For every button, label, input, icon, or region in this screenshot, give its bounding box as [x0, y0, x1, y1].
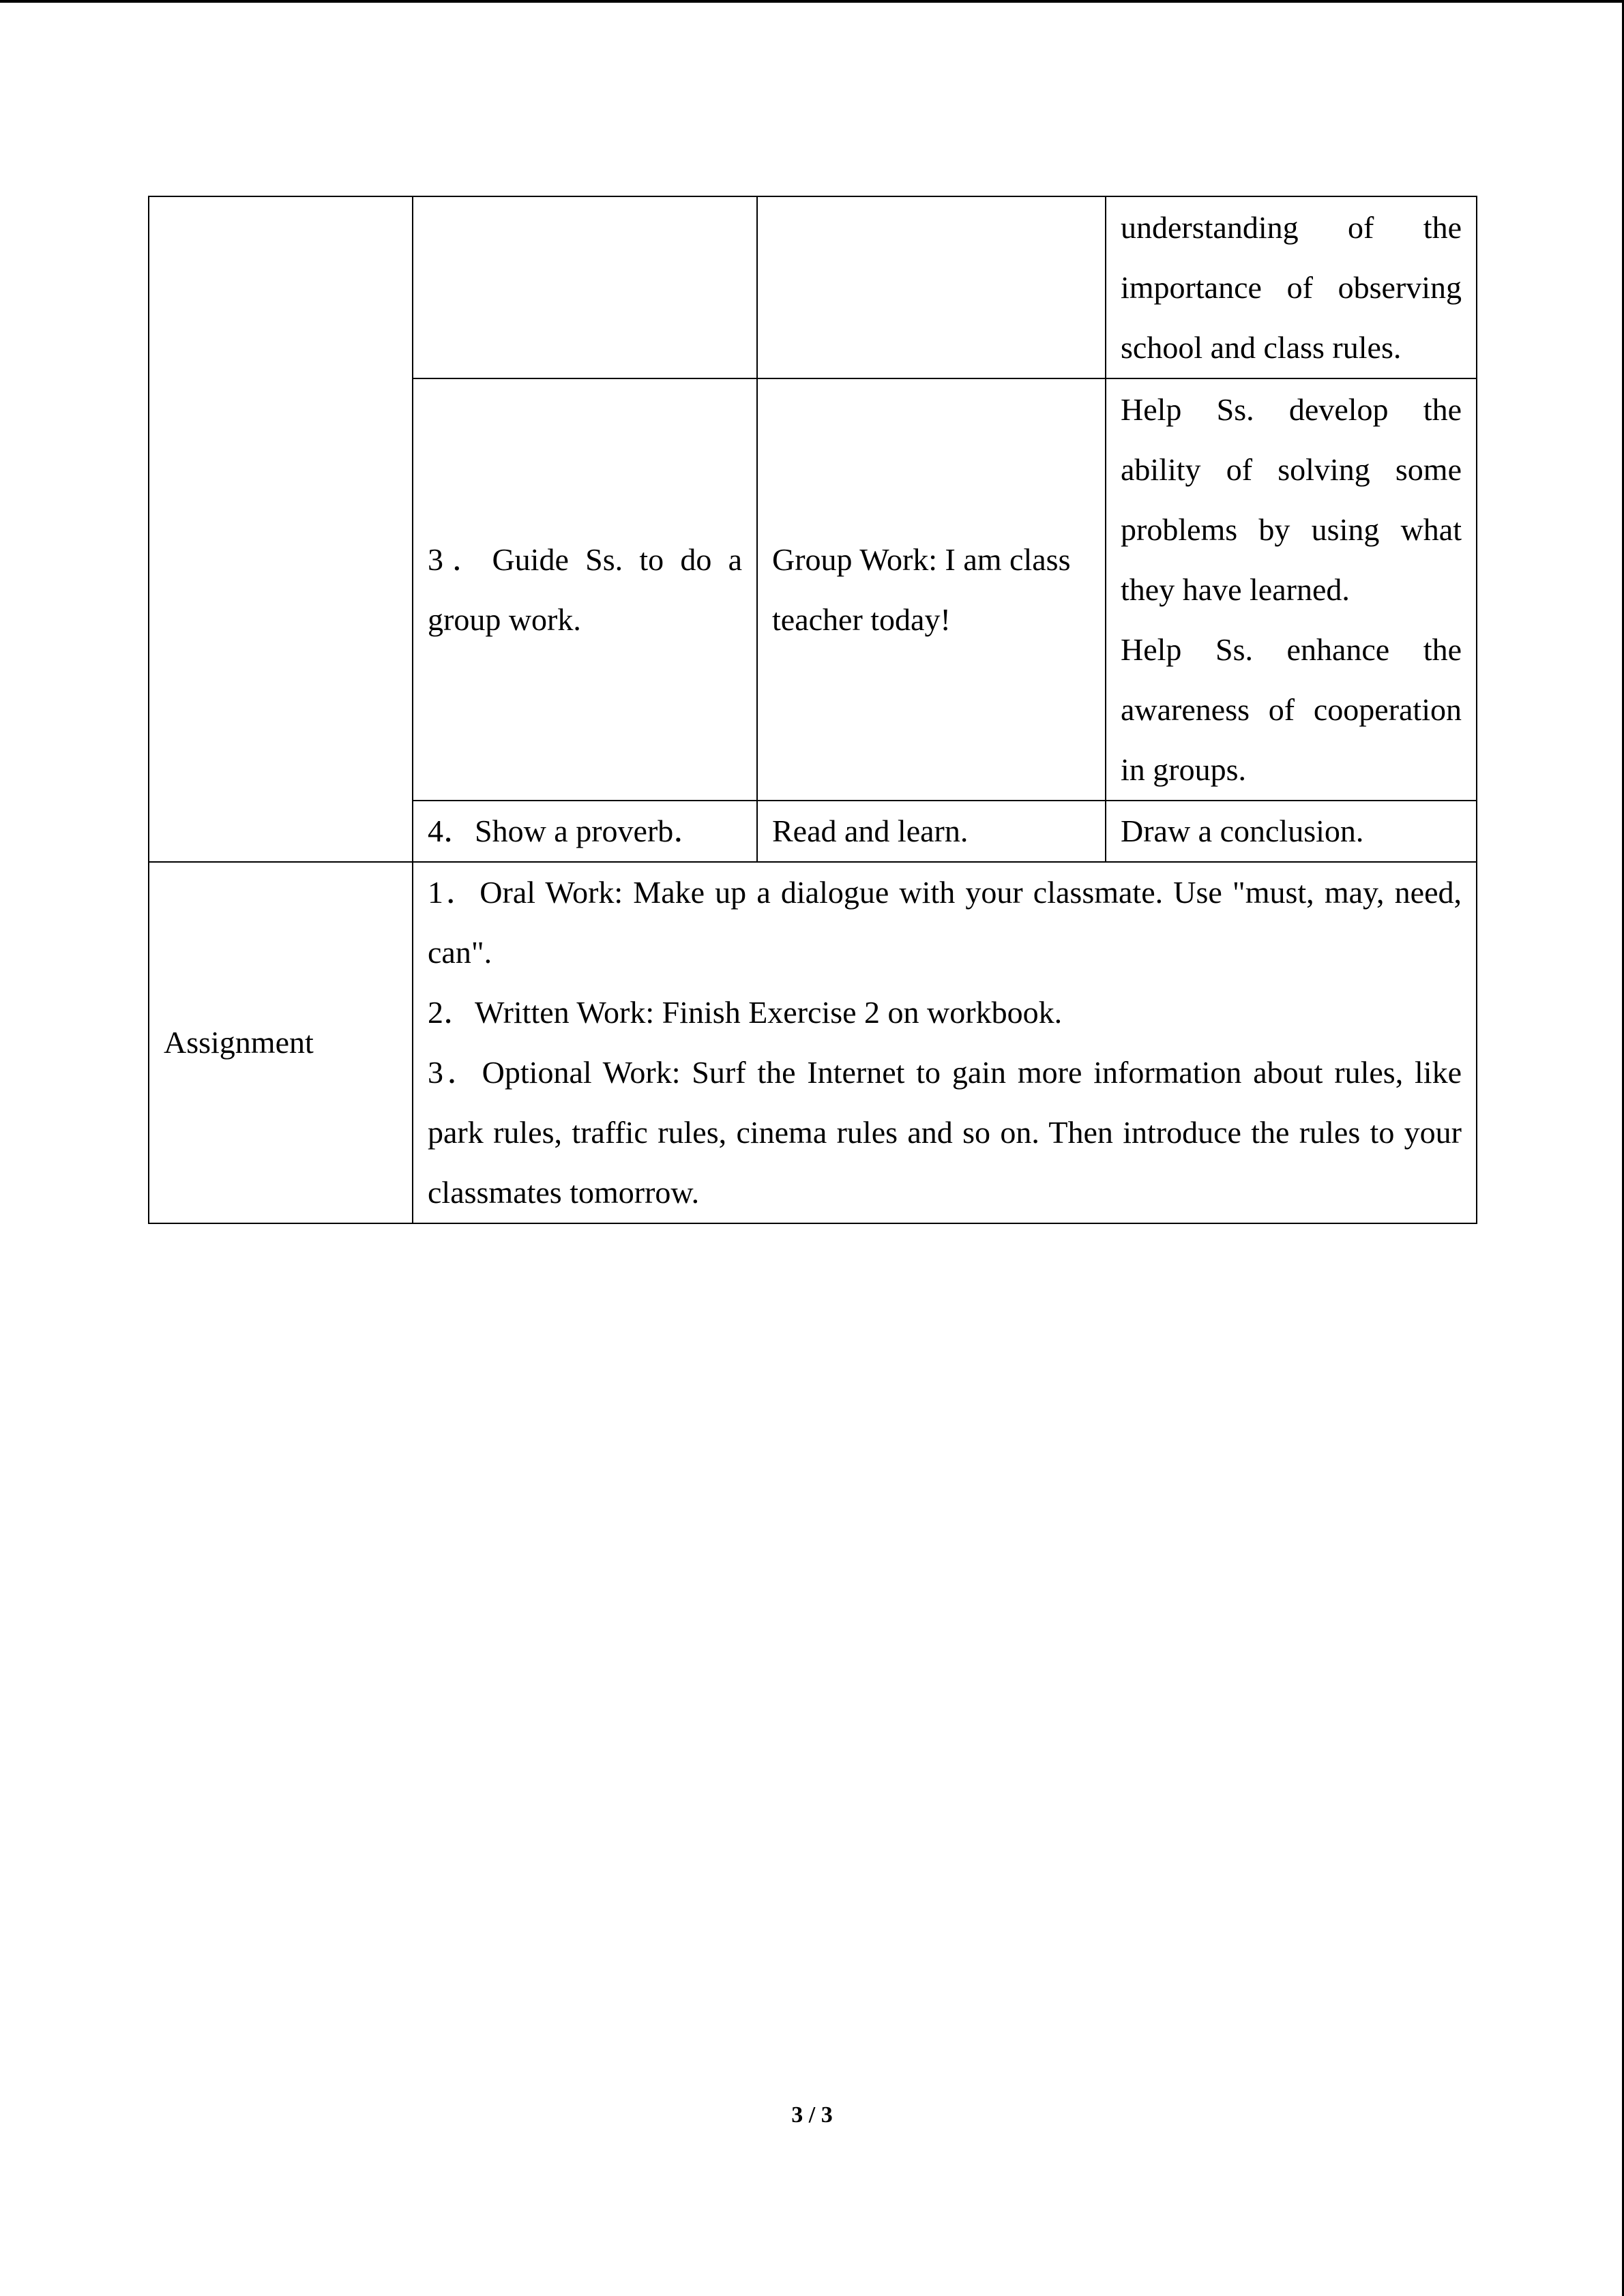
- teacher-activity-cell: [413, 378, 757, 801]
- lesson-plan-table: [148, 196, 1477, 1224]
- purpose-line: problems by using what: [1121, 511, 1462, 547]
- top-border-line: [0, 0, 1624, 3]
- page-number: 3 / 3: [791, 2102, 833, 2128]
- purpose-line: school and class rules.: [1121, 329, 1402, 365]
- assignment-item: 3．Optional Work: Surf the Internet to gain more information about rules, like park rules, traffic rules, cinema rules and so on. Then introduce the rules to your classmates tomorrow.: [428, 1055, 1462, 1210]
- table-row: [149, 196, 1477, 378]
- purpose-text: Draw a conclusion.: [1121, 814, 1364, 848]
- purpose-line: Help Ss. develop the: [1121, 391, 1462, 427]
- student-activity-text: Read and learn.: [772, 814, 969, 848]
- purpose-cell: [1106, 801, 1477, 862]
- purpose-line: understanding of the: [1121, 209, 1462, 245]
- assignment-label-cell: [149, 862, 413, 1223]
- assignment-label: Assignment: [164, 1025, 314, 1060]
- assignment-item: 2．Written Work: Finish Exercise 2 on workbook.: [428, 995, 1063, 1030]
- purpose-line: they have learned.: [1121, 571, 1350, 607]
- assignment-content-cell: [413, 862, 1477, 1223]
- teacher-activity-cell: [413, 801, 757, 862]
- purpose-line: awareness of cooperation: [1121, 691, 1462, 727]
- student-activity-text: Group Work: I am class teacher today!: [772, 541, 1071, 637]
- teacher-activity-text: 4．Show a proverb．: [428, 814, 705, 848]
- purpose-line: ability of solving some: [1121, 451, 1462, 487]
- teacher-activity-text: 3．Guide Ss. to do a group work.: [428, 541, 742, 637]
- purpose-cell: [1106, 196, 1477, 378]
- student-activity-cell-empty: [757, 196, 1106, 378]
- purpose-line: Help Ss. enhance the: [1121, 631, 1462, 667]
- purpose-cell: [1106, 378, 1477, 801]
- student-activity-cell: [757, 378, 1106, 801]
- student-activity-cell: [757, 801, 1106, 862]
- purpose-line: importance of observing: [1121, 269, 1462, 305]
- purpose-line: in groups.: [1121, 751, 1246, 787]
- assignment-item: 1．Oral Work: Make up a dialogue with your classmate. Use "must, may, need, can".: [428, 875, 1462, 970]
- teacher-activity-cell-empty: [413, 196, 757, 378]
- stage-cell-empty: [149, 196, 413, 862]
- table-row: [149, 862, 1477, 1223]
